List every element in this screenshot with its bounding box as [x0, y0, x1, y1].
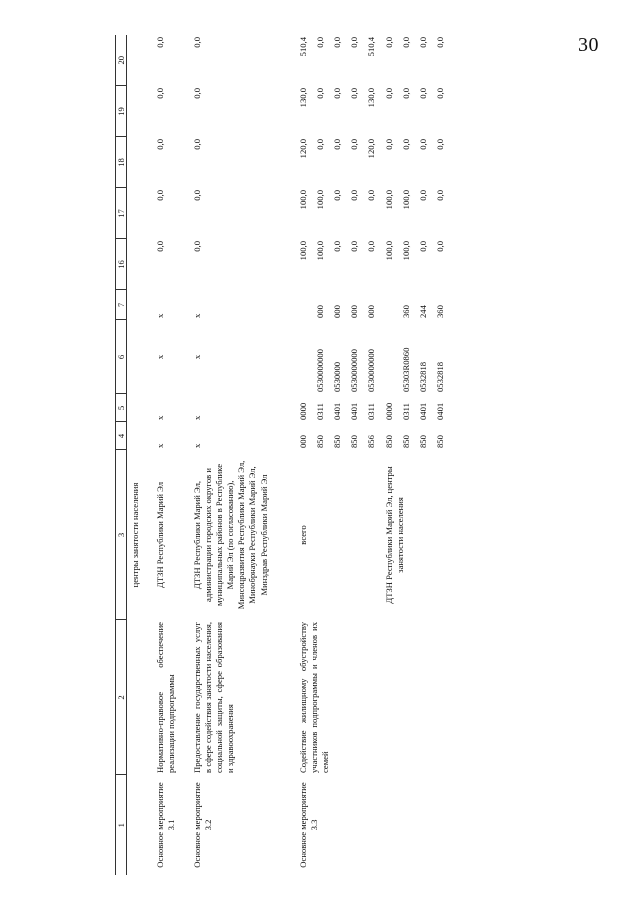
row-c17: 0,0 — [435, 190, 446, 201]
row-c20: 510,4 — [366, 37, 377, 57]
row-c6: х — [191, 354, 202, 360]
row-c6: х — [155, 354, 166, 360]
header-col-4: 4 — [116, 422, 127, 450]
row-c5: 0311 — [400, 403, 411, 420]
header-col-1: 1 — [116, 775, 127, 875]
row-c16: 0,0 — [349, 241, 360, 252]
row-c18: 0,0 — [349, 139, 360, 150]
row-c4: 850 — [435, 435, 446, 448]
header-col-18: 18 — [116, 137, 127, 188]
row-responsible: ДТЗН Республики Марий Эл, центры занятости населения — [383, 466, 405, 604]
row-c5: 0401 — [417, 402, 428, 420]
row-c4: х — [155, 443, 166, 448]
row-c17: 100,0 — [400, 190, 411, 210]
row-description: Нормативно-правовое обеспечение реализации подпрограммы — [155, 622, 177, 773]
row-c20: 0,0 — [417, 37, 428, 48]
row-c16: 100,0 — [297, 241, 308, 261]
table-row — [295, 35, 312, 875]
row-c4: 850 — [417, 435, 428, 448]
row-c18: 0,0 — [332, 139, 343, 150]
row-c17: 100,0 — [314, 190, 325, 210]
header-col-3: 3 — [116, 450, 127, 620]
row-c16: 100,0 — [383, 241, 394, 261]
row-c20: 0,0 — [435, 37, 446, 48]
row-c20: 0,0 — [332, 37, 343, 48]
row-c19: 0,0 — [155, 88, 166, 99]
row-activity: Основное мероприятие 3.1 — [155, 782, 177, 868]
row-c17: 0,0 — [332, 190, 343, 201]
row-activity: Основное мероприятие 3.3 — [297, 782, 319, 868]
continuation-row — [127, 35, 143, 875]
row-c7: 244 — [417, 305, 428, 318]
row-c16: 100,0 — [400, 241, 411, 261]
row-c19: 130,0 — [297, 88, 308, 108]
row-c6: 0530000 — [332, 361, 343, 392]
row-c4: 850 — [314, 435, 325, 448]
row-c18: 0,0 — [191, 139, 202, 150]
row-c6: 0530000000 — [314, 349, 325, 392]
header-col-6: 6 — [116, 320, 127, 394]
header-col-5: 5 — [116, 394, 127, 422]
row-c19: 0,0 — [349, 88, 360, 99]
row-c6: 0530000000 — [349, 349, 360, 392]
row-c20: 0,0 — [349, 37, 360, 48]
row-c7: 000 — [349, 305, 360, 318]
row-c19: 0,0 — [400, 88, 411, 99]
row-c16: 0,0 — [332, 241, 343, 252]
row-c4: 856 — [366, 435, 377, 448]
row-c19: 0,0 — [332, 88, 343, 99]
row-c19: 0,0 — [435, 88, 446, 99]
row-c7: 000 — [366, 305, 377, 318]
row-c16: 0,0 — [435, 241, 446, 252]
row-c7: 000 — [314, 305, 325, 318]
row-c5: 0401 — [332, 402, 343, 420]
row-c17: 0,0 — [191, 190, 202, 201]
row-c16: 100,0 — [314, 241, 325, 261]
row-c16: 0,0 — [155, 241, 166, 252]
row-c19: 0,0 — [314, 88, 325, 99]
row-c4: 850 — [400, 435, 411, 448]
row-c7: 360 — [400, 305, 411, 318]
table-row — [154, 35, 178, 875]
row-c6: 0532818 — [417, 361, 428, 392]
rotated-table-area — [115, 35, 630, 875]
row-c16: 0,0 — [417, 241, 428, 252]
row-c7: х — [191, 313, 202, 318]
row-description: Предоставление государственных услуг в сфере содействия занятости населения, социальной защиты, сфере образования и здравоохранения — [191, 622, 236, 773]
row-c17: 0,0 — [349, 190, 360, 201]
row-c17: 0,0 — [155, 190, 166, 201]
row-c20: 0,0 — [155, 37, 166, 48]
row-responsible: ДТЗН Республики Марий Эл, администрации городских округов и муниципальных районов в Республике Марий Эл (по согласованию), Минсоцразвития Республики Марий Эл, Минобрнауки Республики Марий Эл, Минздрав Республики Марий Эл — [191, 460, 269, 610]
row-c5: 0000 — [383, 402, 394, 420]
row-description: Содействие жилищному обустройству участников подпрограммы и членов их семей — [297, 622, 331, 773]
row-c7 — [295, 290, 312, 320]
table-row — [191, 35, 271, 875]
row-c19: 130,0 — [366, 88, 377, 108]
row-c18: 0,0 — [435, 139, 446, 150]
row-c17: 100,0 — [383, 190, 394, 210]
row-c6: 0532818 — [435, 361, 446, 392]
row-c19: 0,0 — [191, 88, 202, 99]
row-c20: 0,0 — [383, 37, 394, 48]
row-c17: 0,0 — [366, 190, 377, 201]
row-c18: 0,0 — [417, 139, 428, 150]
row-c7: 360 — [435, 305, 446, 318]
header-row — [116, 35, 127, 875]
row-c18: 0,0 — [400, 139, 411, 150]
row-c4: х — [191, 443, 202, 448]
row-total-label: всего — [297, 525, 308, 545]
row-c5: 0401 — [435, 402, 446, 420]
row-c20: 510,4 — [297, 37, 308, 57]
row-c17: 0,0 — [417, 190, 428, 201]
row-c4: 000 — [297, 435, 308, 448]
row-c6 — [381, 320, 398, 394]
header-col-20: 20 — [116, 35, 127, 86]
row-c20: 0,0 — [400, 37, 411, 48]
page-number: 30 — [578, 34, 599, 56]
header-col-7: 7 — [116, 290, 127, 320]
row-c19: 0,0 — [383, 88, 394, 99]
row-c5: 0311 — [366, 403, 377, 420]
header-col-16: 16 — [116, 239, 127, 290]
row-c4: 850 — [349, 435, 360, 448]
row-c5: х — [191, 415, 202, 420]
row-c18: 120,0 — [366, 139, 377, 159]
row-c5: х — [155, 415, 166, 420]
row-responsible: ДТЗН Республики Марий Эл — [155, 482, 166, 588]
row-c16: 0,0 — [366, 241, 377, 252]
row-c16: 0,0 — [191, 241, 202, 252]
row-c4: 850 — [383, 435, 394, 448]
continuation-text: центры занятости населения — [130, 482, 140, 588]
row-c6 — [295, 320, 312, 394]
row-c18: 0,0 — [155, 139, 166, 150]
row-c6: 05303R0860 — [400, 347, 411, 392]
row-c4: 850 — [332, 435, 343, 448]
header-col-17: 17 — [116, 188, 127, 239]
row-c7 — [381, 290, 398, 320]
row-c18: 0,0 — [383, 139, 394, 150]
header-col-19: 19 — [116, 86, 127, 137]
row-c20: 0,0 — [314, 37, 325, 48]
row-c18: 0,0 — [314, 139, 325, 150]
row-c6: 0530000000 — [366, 349, 377, 392]
row-c5: 0000 — [297, 402, 308, 420]
row-c19: 0,0 — [417, 88, 428, 99]
row-c20: 0,0 — [191, 37, 202, 48]
row-c7: х — [155, 313, 166, 318]
budget-table — [115, 35, 449, 875]
row-c18: 120,0 — [297, 139, 308, 159]
header-col-2: 2 — [116, 620, 127, 775]
row-c5: 0311 — [314, 403, 325, 420]
row-c5: 0401 — [349, 402, 360, 420]
row-c7: 000 — [332, 305, 343, 318]
row-activity: Основное мероприятие 3.2 — [191, 782, 213, 868]
row-c17: 100,0 — [297, 190, 308, 210]
